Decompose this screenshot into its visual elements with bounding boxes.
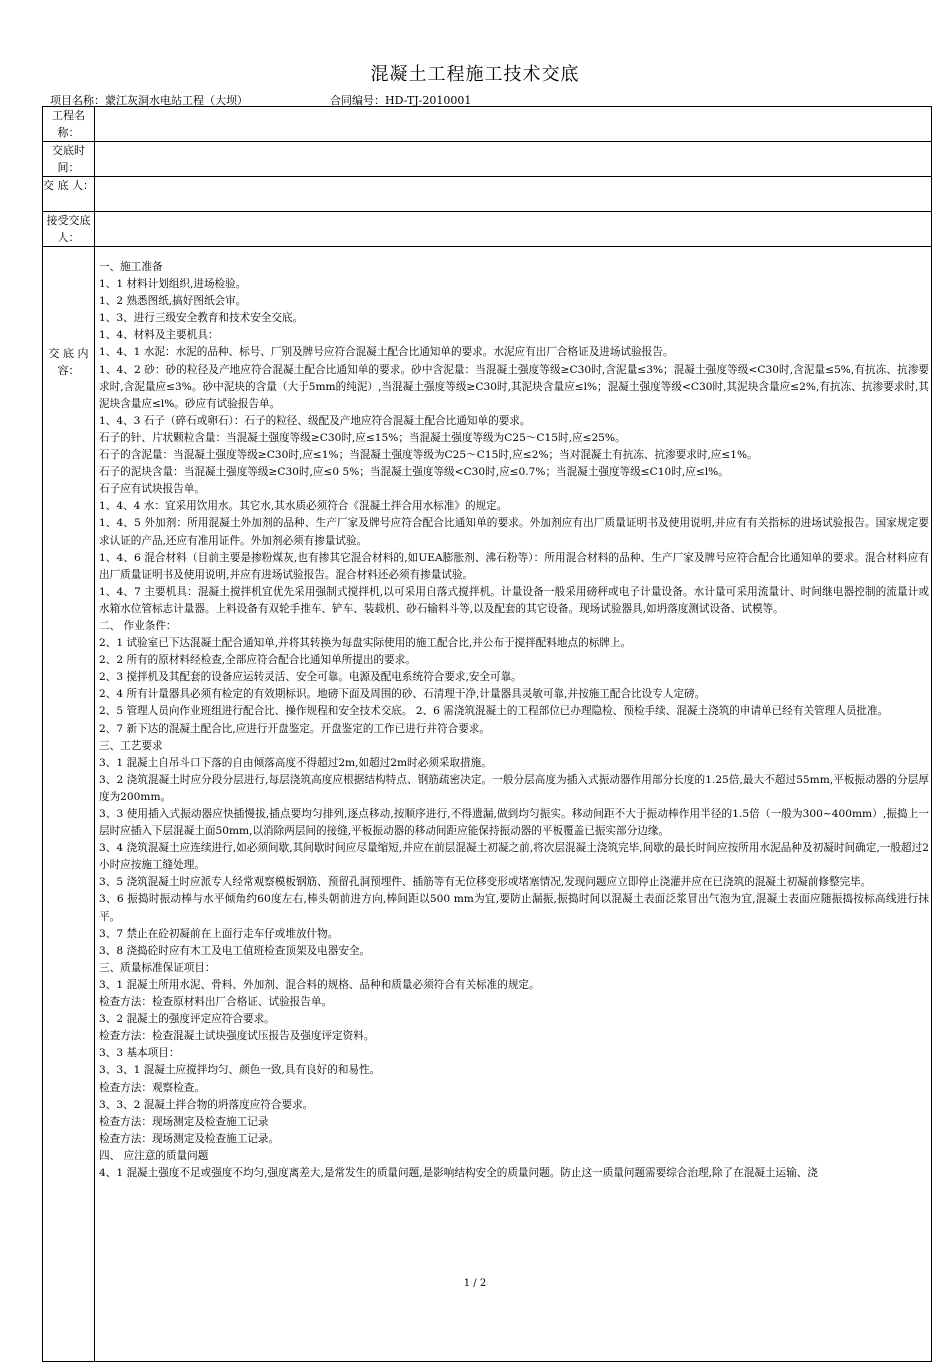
content-paragraph: 2、7 新下达的混凝土配合比,应进行开盘鉴定。开盘鉴定的工作已进行并符合要求。 <box>99 722 490 735</box>
disclosure-content <box>95 247 931 1182</box>
row-value-content <box>95 247 932 1362</box>
row-value-receiver <box>95 212 932 247</box>
content-paragraph: 四、 应注意的质量问题 <box>99 1149 209 1162</box>
content-paragraph: 3、3 基本项目： <box>99 1047 180 1060</box>
row-label-time: 交底时间： <box>43 142 95 177</box>
content-paragraph: 1、4、1 水泥：水泥的品种、标号、厂别及牌号应符合混凝土配合比通知单的要求。水泥应有出厂合格证及进场试验报告。 <box>99 346 674 359</box>
table-row <box>43 177 932 212</box>
content-paragraph: 2、2 所有的原材料经检查,全部应符合配合比通知单所提出的要求。 <box>99 654 416 667</box>
row-value-time <box>95 142 932 177</box>
content-paragraph: 检查方法：观察检查。 <box>99 1081 205 1094</box>
content-paragraph: 1、4、4 水：宜采用饮用水。其它水,其水质必须符合《混凝土拌合用水标准》的规定。 <box>99 500 508 513</box>
content-paragraph: 1、4、2 砂：砂的粒径及产地应符合混凝土配合比通知单的要求。砂中含泥量：当混凝土强度等级≥C30时,含泥量≤3%；混凝土强度等级<C30时,含泥量≤5%,有抗冻、抗渗要求时,含泥量应≤3%。砂中泥块的含量（大于5mm的纯泥）,当混凝土强度等级≥C30时,其泥块含量应≤l%；混凝土强度等级<C30时,其泥块含量应≤2%,有抗冻、抗渗要求时,其泥块含量应≤l%。砂应有试验报告单。 <box>99 363 929 410</box>
content-paragraph: 3、2 混凝土的强度评定应符合要求。 <box>99 1013 275 1026</box>
contract-number: 合同编号：HD-TJ-2010001 <box>330 94 472 107</box>
content-paragraph: 1、4、5 外加剂：所用混凝土外加剂的品种、生产厂家及牌号应符合配合比通知单的要求。外加剂应有出厂质量证明书及使用说明,并应有有关指标的进场试验报告。国家规定要求认证的产品,还应有准用证件。外加剂必须有掺量试验。 <box>99 517 929 547</box>
content-paragraph: 检查方法：现场测定及检查施工记录 <box>99 1115 269 1128</box>
content-paragraph: 检查方法：检查混凝土试块强度试压报告及强度评定资料。 <box>99 1030 375 1043</box>
content-paragraph: 3、7 禁止在砼初凝前在上面行走车仔或堆放什物。 <box>99 927 339 940</box>
content-paragraph: 3、3、2 混凝土拌合物的坍落度应符合要求。 <box>99 1098 314 1111</box>
content-paragraph: 3、3、1 混凝土应搅拌均匀、颜色一致,具有良好的和易性。 <box>99 1064 381 1077</box>
document-title: 混凝土工程施工技术交底 <box>370 64 580 85</box>
table-row <box>43 212 932 247</box>
content-paragraph: 三、质量标准保证项目： <box>99 961 216 974</box>
content-paragraph: 3、5 浇筑混凝土时应派专人经常观察模板钢筋、预留孔洞预埋件、插筋等有无位移变形或堵塞情况,发现问题应立即停止浇灌并应在已浇筑的混凝土初凝前修整完毕。 <box>99 876 872 889</box>
row-value-discloser <box>95 177 932 212</box>
table-row <box>43 247 932 1362</box>
content-paragraph: 1、3、进行三级安全教育和技术安全交底。 <box>99 312 304 325</box>
table-row <box>43 142 932 177</box>
row-value-project <box>95 107 932 142</box>
content-paragraph: 石子应有试块报告单。 <box>99 483 205 496</box>
page-number: 1 / 2 <box>463 1278 487 1289</box>
row-label-content: 交 底 内容： <box>43 247 95 1362</box>
content-paragraph: 1、4、6 混合材料（目前主要是掺粉煤灰,也有掺其它混合材料的,如UEA膨胀剂、沸石粉等）：所用混合材料的品种、生产厂家及牌号应符合配合比通知单的要求。混合材料应有出厂质量证明书及使用说明,并应有进场试验报告。混合材料还必须有掺量试验。 <box>99 551 929 581</box>
content-paragraph: 3、2 浇筑混凝土时应分段分层进行,每层浇筑高度应根据结构特点、钢筋疏密决定。一般分层高度为插入式振动器作用部分长度的1.25倍,最大不超过55mm,平板振动器的分层厚度为200mm。 <box>99 773 929 803</box>
row-label-project: 工程名称： <box>43 107 95 142</box>
disclosure-table <box>42 106 932 1362</box>
content-paragraph: 2、5 管理人员向作业班组进行配合比、操作规程和安全技术交底。 2、6 需浇筑混凝土的工程部位已办理隐检、预检手续、混凝土浇筑的申请单已经有关管理人员批准。 <box>99 705 889 718</box>
row-label-discloser: 交 底 人： <box>43 177 95 212</box>
content-paragraph: 1、4、3 石子（碎石或卵石）：石子的粒径、级配及产地应符合混凝土配合比通知单的要求。 <box>99 414 531 427</box>
content-paragraph: 1、4、材料及主要机具： <box>99 329 219 342</box>
row-label-receiver: 接受交底人： <box>43 212 95 247</box>
content-paragraph: 一、施工准备 <box>99 261 163 273</box>
content-paragraph: 1、1 材料计划组织,进场检验。 <box>99 278 247 291</box>
content-paragraph: 3、8 浇捣砼时应有木工及电工值班检查顶架及电器安全。 <box>99 944 371 957</box>
content-paragraph: 3、3 使用插入式振动器应快插慢拔,插点要均匀排列,逐点移动,按顺序进行,不得遗漏,做到均匀振实。移动间距不大于振动棒作用半径的1.5倍（一般为300~400mm）,振捣上一层时应插入下层混凝土面50mm,以消除两层间的接缝,平板振动器的移动间距应能保持振动器的平板覆盖已振实部分边缘。 <box>99 808 929 838</box>
content-paragraph: 4、1 混凝土强度不足或强度不均匀,强度离差大,是常发生的质量问题,是影响结构安全的质量问题。防止这一质量问题需要综合治理,除了在混凝土运输、浇 <box>99 1166 818 1179</box>
content-paragraph: 2、4 所有计量器具必须有检定的有效期标识。地磅下面及周围的砂、石清理干净,计量器具灵敏可靠,并按施工配合比设专人定磅。 <box>99 688 706 701</box>
content-paragraph: 石子的针、片状颗粒含量：当混凝土强度等级≥C30时,应≤15%；当混凝土强度等级为C25～C15时,应≤25%。 <box>99 431 626 444</box>
content-paragraph: 2、3 搅拌机及其配套的设备应运转灵活、安全可靠。电源及配电系统符合要求,安全可靠。 <box>99 671 522 684</box>
content-paragraph: 石子的含泥量：当混凝土强度等级≥C30时,应≤1%；当混凝土强度等级为C25～C15时,应≤2%；当对混凝土有抗冻、抗渗要求时,应≤1%。 <box>99 449 758 462</box>
content-paragraph: 检查方法：现场测定及检查施工记录。 <box>99 1132 280 1145</box>
content-paragraph: 二、 作业条件： <box>99 619 177 632</box>
content-paragraph: 1、4、7 主要机具：混凝土搅拌机宜优先采用强制式搅拌机,以可采用自落式搅拌机。计量设备一般采用磅秤或电子计量设备。水计量可采用流量计、时间继电器控制的流量计或水箱水位管标志计量器。上料设备有双轮手推车、铲车、装载机、砂石输料斗等,以及配套的其它设备。现场试验器具,如坍落度测试设备、试模等。 <box>99 585 929 615</box>
content-paragraph: 3、1 混凝土所用水泥、骨料、外加剂、混合料的规格、品种和质量必须符合有关标准的规定。 <box>99 978 540 991</box>
content-paragraph: 2、1 试验室已下达混凝土配合通知单,并将其转换为每盘实际使用的施工配合比,并公布于搅拌配料地点的标牌上。 <box>99 637 632 650</box>
project-name: 项目名称：蒙江灰洞水电站工程（大坝） <box>50 94 248 107</box>
content-paragraph: 石子的泥块含量：当混凝土强度等级≥C30时,应≤0 5%；当混凝土强度等级<C30时,应≤0.7%；当混凝土强度等级≤C10时,应≤l%。 <box>99 466 729 479</box>
content-paragraph: 3、6 振捣时振动棒与水平倾角约60度左右,棒头朝前进方向,棒间距以500 mm为宜,要防止漏振,振捣时间以混凝土表面泛浆冒出气泡为宜,混凝土表面应随振捣按标高线进行抹平。 <box>99 893 929 923</box>
content-paragraph: 3、1 混凝土自吊斗口下落的自由倾落高度不得超过2m,如超过2m时必须采取措施。 <box>99 756 492 769</box>
content-paragraph: 1、2 熟悉图纸,搞好图纸会审。 <box>99 295 247 308</box>
content-paragraph: 3、4 浇筑混凝土应连续进行,如必须间歇,其间歇时间应尽量缩短,并应在前层混凝土初凝之前,将次层混凝土浇筑完毕,间歇的最长时间应按所用水泥品种及初凝时间确定,一般超过2小时应按施工缝处理。 <box>99 842 929 872</box>
table-row <box>43 107 932 142</box>
content-paragraph: 检查方法：检查原材料出厂合格证、试验报告单。 <box>99 996 333 1009</box>
content-paragraph: 三、工艺要求 <box>99 739 163 752</box>
